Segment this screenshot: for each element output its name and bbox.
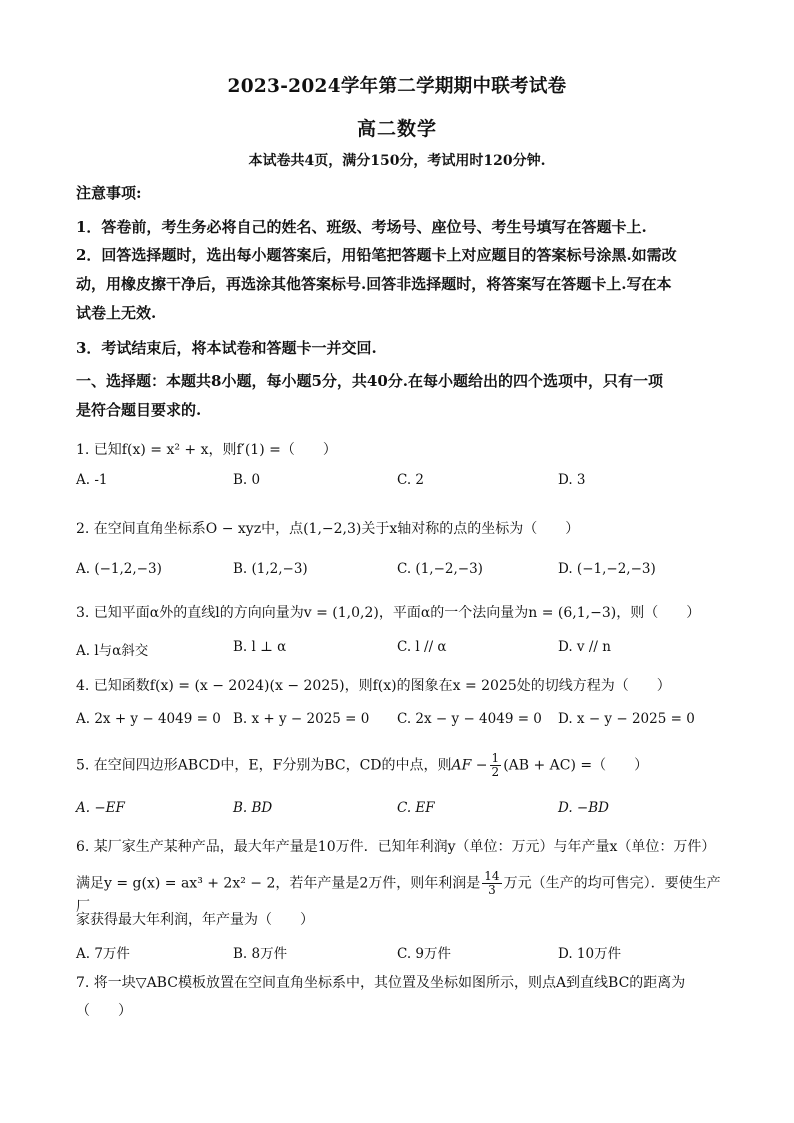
question-3-options [76, 639, 726, 661]
section-heading-line-1: 一、选择题：本题共8小题，每小题5分，共40分.在每小题给出的四个选项中，只有一项 [76, 372, 663, 390]
q2-option-c: C. (1,−2,−3) [397, 561, 483, 577]
q6-frac-den: 3 [488, 883, 496, 897]
q6-frac-num: 14 [484, 869, 500, 883]
q6-option-c: C. 9万件 [397, 946, 452, 962]
q6-option-d: D. 10万件 [558, 946, 622, 962]
q3-option-d: D. v // n [558, 639, 611, 655]
q5-option-d: D. −BD [558, 800, 609, 816]
q4-option-c: C. 2x − y − 4049 = 0 [397, 711, 542, 727]
exam-title: 2023-2024学年第二学期期中联考试卷 [227, 76, 567, 97]
question-1-stem: 1. 已知f(x) = x² + x，则f′(1) =（ ） [76, 442, 337, 458]
question-7-line-1: 7. 将一块▽ABC模板放置在空间直角坐标系中，其位置及坐标如图所示，则点A到直线BC的距离为 [76, 975, 686, 991]
q6-line2-tail: 万元（生产的均可售完）．要使生产厂 [76, 875, 721, 915]
section-heading-line-2: 是符合题目要求的. [76, 401, 202, 419]
q6-line2-text: 满足y = g(x) = ax³ + 2x² − 2，若年产量是2万件，则年利润是 [76, 875, 481, 892]
q5-option-b: B. BD [233, 800, 273, 816]
q5-option-c: C. EF [397, 800, 435, 816]
note-item-3: 3．考试结束后，将本试卷和答题卡一并交回. [76, 339, 377, 357]
q5-frac-den: 2 [491, 765, 500, 779]
note-item-1: 1．答卷前，考生务必将自己的姓名、班级、考场号、座位号、考生号填写在答题卡上. [76, 218, 647, 236]
q6-fraction [482, 870, 501, 897]
question-5-stem [76, 752, 726, 779]
q4-option-b: B. x + y − 2025 = 0 [233, 711, 370, 727]
q1-option-c: C. 2 [397, 472, 425, 488]
q3-option-c: C. l // α [397, 639, 447, 655]
q1-option-d: D. 3 [558, 472, 586, 488]
question-1-options [76, 472, 726, 494]
question-6-line-1: 6. 某厂家生产某种产品，最大年产量是10万件．已知年利润y（单位：万元）与年产量x（单位：万件） [76, 839, 716, 855]
exam-info: 本试卷共4页，满分150分，考试用时120分钟. [248, 153, 546, 169]
question-6-line-3: 家获得最大年利润，年产量为（ ） [76, 912, 314, 928]
q3-option-b: B. l ⊥ α [233, 639, 287, 655]
q1-option-a: A. -1 [76, 472, 108, 488]
q5-stem-tail: (AB + AC) =（ ） [503, 757, 649, 774]
q5-fraction [490, 752, 502, 779]
q6-option-a: A. 7万件 [76, 946, 130, 962]
exam-subject: 高二数学 [356, 118, 437, 140]
q2-option-d: D. (−1,−2,−3) [558, 561, 656, 577]
q4-option-a: A. 2x + y − 4049 = 0 [76, 711, 221, 727]
q5-frac-num: 1 [491, 751, 500, 765]
q2-option-a: A. (−1,2,−3) [76, 561, 162, 577]
q5-vector-af: AF − [451, 757, 488, 774]
question-2-options [76, 561, 726, 583]
q4-option-d: D. x − y − 2025 = 0 [558, 711, 695, 727]
question-4-stem: 4. 已知函数f(x) = (x − 2024)(x − 2025)，则f(x)的图象在x = 2025处的切线方程为（ ） [76, 678, 671, 694]
question-6-options [76, 942, 726, 964]
note-item-2-line-2: 动，用橡皮擦干净后，再选涂其他答案标号.回答非选择题时，将答案写在答题卡上.写在本 [76, 275, 672, 293]
question-7-line-2: （ ） [76, 1003, 132, 1019]
q3-option-a: A. l与α斜交 [76, 643, 149, 659]
question-3-stem: 3. 已知平面α外的直线l的方向向量为v = (1,0,2)，平面α的一个法向量为n = (6,1,−3)，则（ ） [76, 605, 701, 621]
notes-heading: 注意事项: [76, 184, 142, 202]
question-2-stem: 2. 在空间直角坐标系O − xyz中，点(1,−2,3)关于x轴对称的点的坐标为（ ） [76, 521, 580, 537]
question-5-options [76, 800, 726, 822]
question-4-options [76, 711, 726, 733]
q6-option-b: B. 8万件 [233, 946, 288, 962]
note-item-2-line-3: 试卷上无效. [76, 304, 157, 322]
q2-option-b: B. (1,2,−3) [233, 561, 308, 577]
q5-stem-text: 5. 在空间四边形ABCD中，E，F分别为BC，CD的中点，则 [76, 757, 452, 774]
note-item-2-line-1: 2．回答选择题时，选出每小题答案后，用铅笔把答题卡上对应题目的答案标号涂黑.如需改 [76, 246, 677, 264]
q5-option-a: A. −EF [76, 800, 125, 816]
q1-option-b: B. 0 [233, 472, 261, 488]
